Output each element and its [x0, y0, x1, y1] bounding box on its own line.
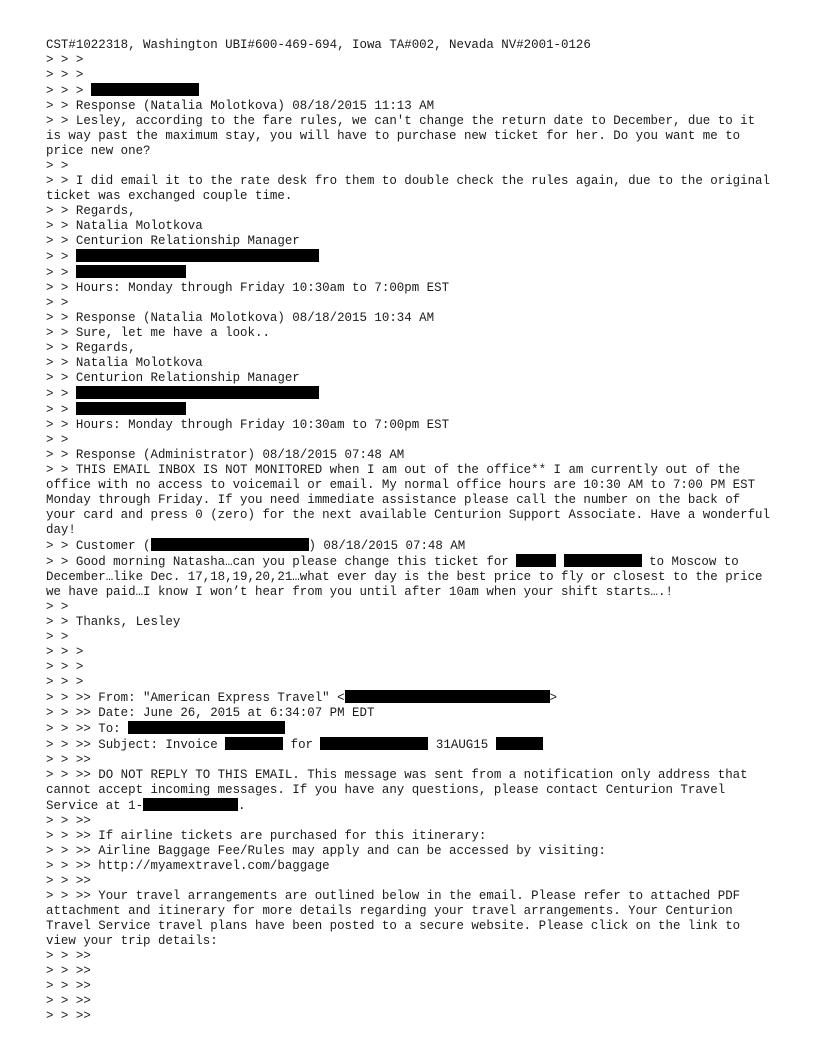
email-line: [46, 249, 776, 265]
email-line: [46, 174, 776, 204]
line-text: > > >> Date: June 26, 2015 at 6:34:07 PM EDT: [46, 706, 375, 720]
line-text: > > Regards,: [46, 204, 136, 218]
line-text: > > >>: [46, 1009, 91, 1023]
email-line: [46, 600, 776, 615]
redaction-block: [76, 265, 186, 278]
line-text: > > >> http://myamextravel.com/baggage: [46, 859, 330, 873]
email-thread-document: [46, 38, 776, 1024]
email-line: [46, 554, 776, 600]
email-line: [46, 341, 776, 356]
line-text: CST#1022318, Washington UBI#600-469-694, Iowa TA#002, Nevada NV#2001-0126: [46, 38, 591, 52]
line-text: > > Hours: Monday through Friday 10:30am to 7:00pm EST: [46, 281, 450, 295]
redaction-block: [76, 386, 319, 399]
email-line: [46, 83, 776, 99]
line-text: > > >> From: "American Express Travel" <: [46, 691, 345, 705]
line-text: > > Centurion Relationship Manager: [46, 371, 300, 385]
line-text: > > >> DO NOT REPLY TO THIS EMAIL. This message was sent from a notification only address that cannot accept incoming messages. If you have any questions, please contact Centurion Travel Service at 1-: [46, 768, 756, 813]
line-text: to Moscow to December…like Dec. 17,18,19,20,21…what ever day is the best price to fly or closest to the price we have paid…I know I won’t hear from you until after 10am when your shift starts….!: [46, 555, 770, 599]
email-line: [46, 645, 776, 660]
email-line: [46, 265, 776, 281]
line-text: > >: [46, 296, 69, 310]
email-line: [46, 326, 776, 341]
email-line: [46, 386, 776, 402]
redaction-block: [516, 554, 556, 567]
email-line: [46, 402, 776, 418]
email-line: [46, 994, 776, 1009]
email-line: [46, 844, 776, 859]
line-text: > > Good morning Natasha…can you please change this ticket for: [46, 555, 517, 569]
line-text: > > Response (Natalia Molotkova) 08/18/2015 11:13 AM: [46, 99, 435, 113]
redaction-block: [345, 690, 550, 703]
line-text: > > >: [46, 660, 84, 674]
line-text: > > >>: [46, 753, 91, 767]
email-line: [46, 114, 776, 159]
redaction-block: [128, 721, 285, 734]
email-line: [46, 281, 776, 296]
redaction-block: [91, 83, 199, 96]
line-text: > >: [46, 600, 69, 614]
email-line: [46, 311, 776, 326]
redaction-block: [76, 249, 319, 262]
email-line: [46, 159, 776, 174]
redaction-block: [143, 798, 238, 811]
email-line: [46, 753, 776, 768]
email-line: [46, 768, 776, 814]
line-text: > >: [46, 266, 76, 280]
line-text: > >: [46, 630, 69, 644]
line-text: > > I did email it to the rate desk fro them to double check the rules again, due to the original ticket was exchanged couple time.: [46, 174, 778, 203]
email-line: [46, 38, 776, 53]
email-line: [46, 68, 776, 83]
email-line: [46, 660, 776, 675]
email-line: [46, 721, 776, 737]
redaction-block: [76, 402, 186, 415]
email-line: [46, 1009, 776, 1024]
line-text: .: [238, 799, 246, 813]
email-line: [46, 737, 776, 753]
email-line: [46, 371, 776, 386]
line-text: > > >: [46, 53, 84, 67]
line-text: > > Thanks, Lesley: [46, 615, 181, 629]
email-line: [46, 979, 776, 994]
redaction-block: [225, 737, 283, 750]
email-line: [46, 433, 776, 448]
line-text: > > THIS EMAIL INBOX IS NOT MONITORED when I am out of the office** I am currently out of the office with no access to voicemail or email. My normal office hours are 10:30 AM to 7:00 PM EST Monday through Friday. If you need immediate assistance please call the number on the back of your card and press 0 (zero) for the next available Centurion Support Associate. Have a wonderful day!: [46, 463, 778, 537]
email-line: [46, 814, 776, 829]
redaction-block: [320, 737, 428, 750]
line-text: > > Response (Administrator) 08/18/2015 07:48 AM: [46, 448, 405, 462]
email-line: [46, 889, 776, 949]
line-text: > >: [46, 403, 76, 417]
line-text: > > >> If airline tickets are purchased for this itinerary:: [46, 829, 487, 843]
line-text: > > Natalia Molotkova: [46, 356, 203, 370]
line-text: > > Centurion Relationship Manager: [46, 234, 300, 248]
email-line: [46, 296, 776, 311]
email-line: [46, 356, 776, 371]
email-line: [46, 538, 776, 554]
line-text: > > Natalia Molotkova: [46, 219, 203, 233]
redaction-block: [496, 737, 543, 750]
email-line: [46, 234, 776, 249]
email-line: [46, 630, 776, 645]
line-text: > > Response (Natalia Molotkova) 08/18/2015 10:34 AM: [46, 311, 435, 325]
line-text: > > >: [46, 645, 84, 659]
line-text: ) 08/18/2015 07:48 AM: [308, 539, 466, 553]
email-line: [46, 675, 776, 690]
line-text: > > >: [46, 84, 91, 98]
email-line: [46, 690, 776, 706]
line-text: > > >>: [46, 949, 91, 963]
line-text: > > >> To:: [46, 722, 129, 736]
line-text: 31AUG15: [428, 738, 496, 752]
line-text: >: [549, 691, 558, 705]
email-line: [46, 829, 776, 844]
line-text: > > >> Your travel arrangements are outlined below in the email. Please refer to attached PDF attachment and itinerary for more details regarding your travel arrangements. Your Centurion Travel Service travel plans have been posted to a secure website. Please click on the link to view your trip details:: [46, 889, 748, 948]
line-text: > > Customer (: [46, 539, 151, 553]
line-text: > > >>: [46, 994, 91, 1008]
line-text: > >: [46, 433, 69, 447]
line-text: > > >>: [46, 814, 91, 828]
line-text: > > Regards,: [46, 341, 136, 355]
line-text: > > >>: [46, 874, 91, 888]
email-line: [46, 99, 776, 114]
line-text: > > >: [46, 675, 84, 689]
redaction-block: [564, 554, 642, 567]
email-line: [46, 463, 776, 538]
email-line: [46, 949, 776, 964]
line-text: > > >>: [46, 964, 91, 978]
email-line: [46, 874, 776, 889]
line-text: for: [283, 738, 321, 752]
email-line: [46, 964, 776, 979]
redaction-block: [151, 538, 309, 551]
line-text: > >: [46, 159, 69, 173]
email-line: [46, 418, 776, 433]
line-text: > > Lesley, according to the fare rules, we can't change the return date to December, due to it is way past the maximum stay, you will have to purchase new ticket for her. Do you want me to price new one?: [46, 114, 763, 158]
email-line: [46, 706, 776, 721]
line-text: > > >: [46, 68, 84, 82]
line-text: > > Hours: Monday through Friday 10:30am to 7:00pm EST: [46, 418, 450, 432]
line-text: > >: [46, 250, 76, 264]
line-text: > > >>: [46, 979, 91, 993]
email-line: [46, 448, 776, 463]
line-text: > > >> Subject: Invoice: [46, 738, 226, 752]
line-text: > > >> Airline Baggage Fee/Rules may apply and can be accessed by visiting:: [46, 844, 606, 858]
line-text: > >: [46, 387, 76, 401]
email-line: [46, 204, 776, 219]
email-line: [46, 615, 776, 630]
email-line: [46, 219, 776, 234]
email-line: [46, 859, 776, 874]
line-text: > > Sure, let me have a look..: [46, 326, 270, 340]
email-line: [46, 53, 776, 68]
